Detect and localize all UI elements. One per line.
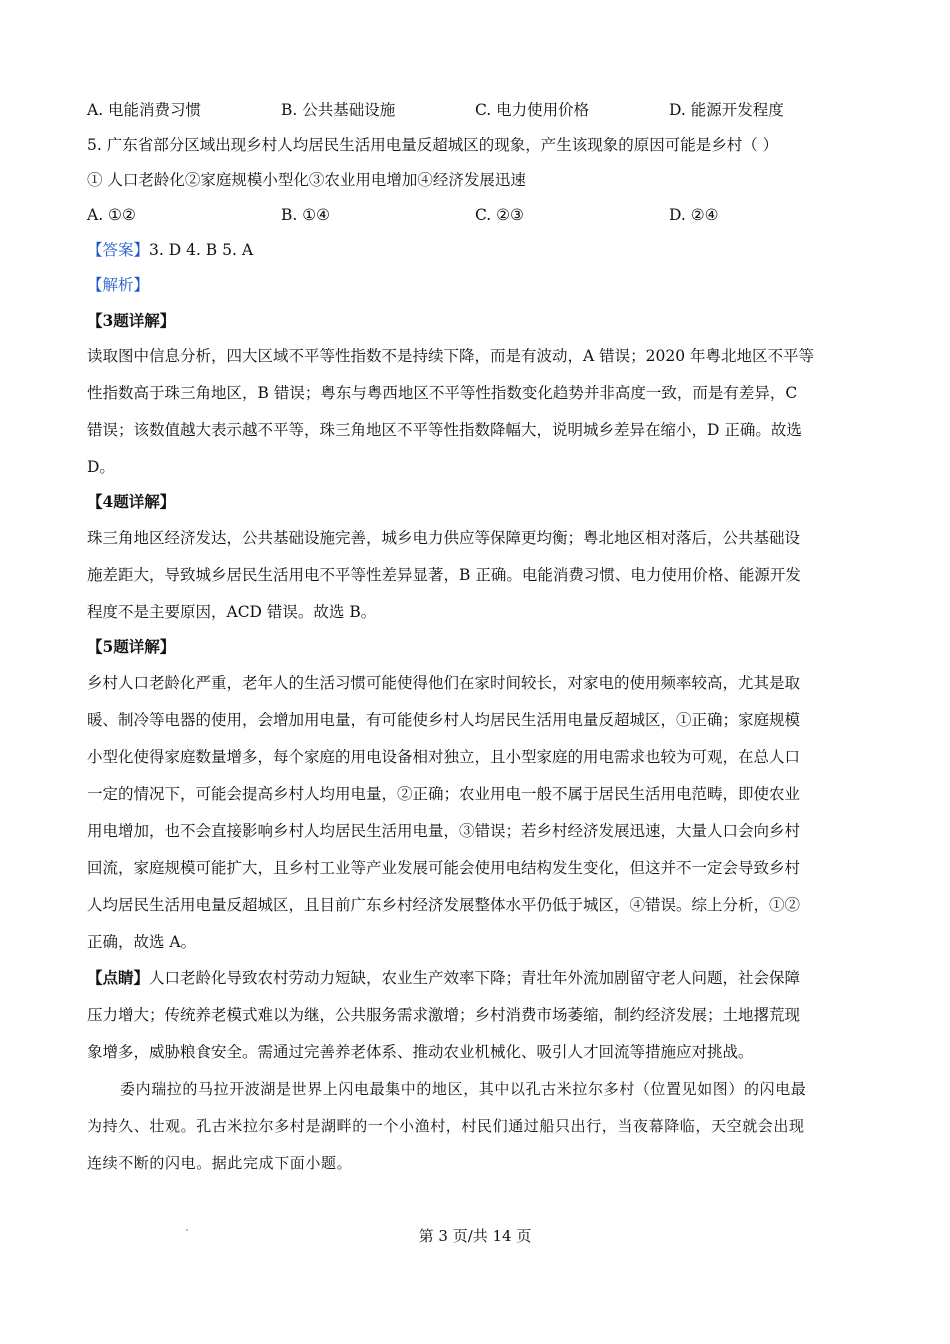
comment-line: 象增多，威胁粮食安全。需通过完善养老体系、推动农业机械化、吸引人才回流等措施应对挑战。 bbox=[87, 1043, 754, 1061]
detail3-heading: 【3题详解】 bbox=[87, 311, 176, 330]
passage-line: 连续不断的闪电。据此完成下面小题。 bbox=[87, 1154, 353, 1172]
q4-option-d: D. 能源开发程度 bbox=[669, 101, 784, 119]
detail5-line: 一定的情况下，可能会提高乡村人均用电量，②正确；农业用电一般不属于居民生活用电范畴，即使农业 bbox=[87, 785, 801, 803]
comment-first-line bbox=[87, 967, 800, 989]
detail4-heading: 【4题详解】 bbox=[87, 492, 176, 511]
comment-line: 压力增大；传统养老模式难以为继，公共服务需求激增；乡村消费市场萎缩，制约经济发展；土地撂荒现 bbox=[87, 1006, 801, 1024]
q4-option-b: B. 公共基础设施 bbox=[281, 101, 396, 119]
detail3-line: D。 bbox=[87, 458, 115, 476]
answer-label: 【答案】 bbox=[87, 241, 150, 259]
q5-option-b: B. ①④ bbox=[281, 206, 331, 224]
detail5-line: 回流，家庭规模可能扩大，且乡村工业等产业发展可能会使用电结构发生变化，但这并不一定会导致乡村 bbox=[87, 859, 801, 877]
answer-text: 3. D 4. B 5. A bbox=[149, 241, 254, 259]
detail5-heading: 【5题详解】 bbox=[87, 637, 176, 656]
comment-label: 【点睛】 bbox=[87, 968, 150, 987]
answer-line bbox=[87, 239, 253, 261]
detail5-line: 暖、制冷等电器的使用，会增加用电量，有可能使乡村人均居民生活用电量反超城区，①正确；家庭规模 bbox=[87, 711, 801, 729]
q5-option-c: C. ②③ bbox=[475, 206, 524, 224]
q4-option-c: C. 电力使用价格 bbox=[475, 101, 590, 119]
detail4-line: 施差距大，导致城乡居民生活用电不平等性差异显著，B 正确。电能消费习惯、电力使用价格、能源开发 bbox=[87, 566, 801, 584]
detail3-line: 性指数高于珠三角地区，B 错误；粤东与粤西地区不平等性指数变化趋势并非高度一致，而是有差异，C bbox=[87, 384, 798, 402]
q5-stem: 5. 广东省部分区域出现乡村人均居民生活用电量反超城区的现象，产生该现象的原因可能是乡村（ ） bbox=[87, 136, 779, 154]
comment-first-text: 人口老龄化导致农村劳动力短缺，农业生产效率下降；青壮年外流加剧留守老人问题，社会保障 bbox=[149, 969, 801, 987]
q5-option-d: D. ②④ bbox=[669, 206, 719, 224]
detail4-line: 程度不是主要原因，ACD 错误。故选 B。 bbox=[87, 603, 377, 621]
detail4-line: 珠三角地区经济发达，公共基础设施完善，城乡电力供应等保障更均衡；粤北地区相对落后，公共基础设 bbox=[87, 529, 801, 547]
q5-items: ① 人口老龄化②家庭规模小型化③农业用电增加④经济发展迅速 bbox=[87, 171, 526, 189]
detail5-line: 人均居民生活用电量反超城区，且目前广东乡村经济发展整体水平仍低于城区，④错误。综上分析，①② bbox=[87, 896, 801, 914]
detail3-line: 错误；该数值越大表示越不平等，珠三角地区不平等性指数降幅大，说明城乡差异在缩小，D 正确。故选 bbox=[87, 421, 802, 439]
page-footer: 第 3 页/共 14 页 bbox=[418, 1227, 532, 1245]
analysis-label: 【解析】 bbox=[87, 276, 150, 294]
detail5-line: 乡村人口老龄化严重，老年人的生活习惯可能使得他们在家时间较长，对家电的使用频率较高，尤其是取 bbox=[87, 674, 801, 692]
q5-options-row bbox=[0, 204, 950, 226]
passage-line: 委内瑞拉的马拉开波湖是世界上闪电最集中的地区，其中以孔古米拉尔多村（位置见如图）的闪电最 bbox=[120, 1080, 807, 1098]
detail3-line: 读取图中信息分析，四大区域不平等性指数不是持续下降，而是有波动，A 错误；2020 年粤北地区不平等 bbox=[87, 347, 814, 365]
passage-line: 为持久、壮观。孔古米拉尔多村是湖畔的一个小渔村，村民们通过船只出行，当夜幕降临，天空就会出现 bbox=[87, 1117, 805, 1135]
q4-options-row bbox=[0, 99, 950, 121]
q5-option-a: A. ①② bbox=[87, 206, 136, 224]
detail5-line: 小型化使得家庭数量增多，每个家庭的用电设备相对独立，且小型家庭的用电需求也较为可观，在总人口 bbox=[87, 748, 801, 766]
detail5-line: 用电增加，也不会直接影响乡村人均居民生活用电量，③错误；若乡村经济发展迅速，大量人口会向乡村 bbox=[87, 822, 801, 840]
q4-option-a: A. 电能消费习惯 bbox=[87, 101, 202, 119]
detail5-line: 正确，故选 A。 bbox=[87, 933, 197, 951]
